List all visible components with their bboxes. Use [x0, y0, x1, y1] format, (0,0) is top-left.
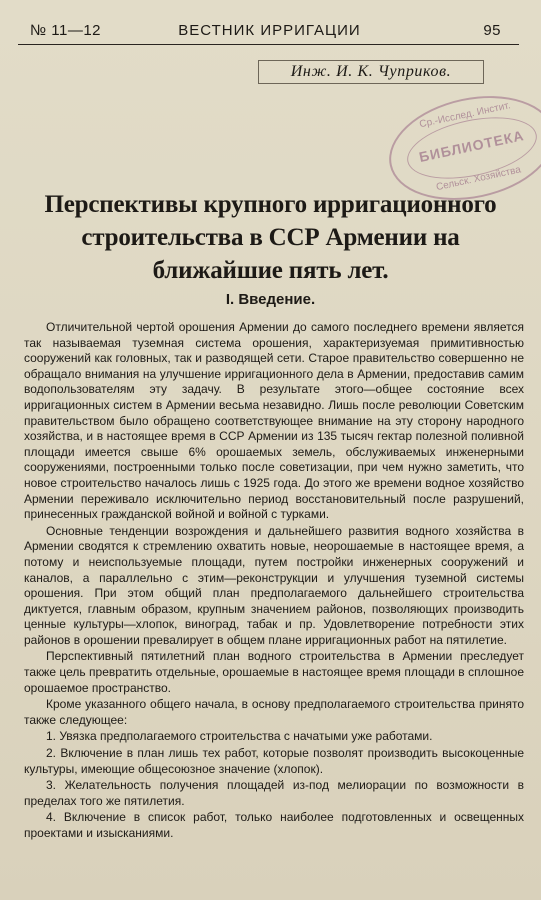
author-box: Инж. И. К. Чуприков. [258, 60, 484, 84]
issue-number: № 11—12 [30, 22, 102, 39]
journal-title: ВЕСТНИК ИРРИГАЦИИ [178, 22, 361, 39]
stamp-text-center: БИБЛИОТЕКА [417, 127, 526, 166]
page-number: 95 [483, 22, 501, 39]
paragraph: Кроме указанного общего начала, в основу предполагаемого строительства принято также следующее: [24, 697, 524, 727]
paragraph: Отличительной чертой орошения Армении до самого последнего времени является так называемая туземная система орошения, характеризуемая примитивностью сооружений как головных, так и разводящей сети. Старое правительство совершенно не обращало внимания на улучшение ирригационного дела в Армении, предоставив самим водопользователям эту задачу. В результате этого—общее состояние всех ирригационных систем в Армении весьма незавидно. Лишь после революции Советским правительством было обращено соответствующее внимание на эту сторону народного хозяйства, и в настоящее время в ССР Армении из 135 тысяч гектар полезной поливной площади имеется свыше 6% орошаемых земель, обслуживаемых инженерными сооружениями, построенными только после советизации, при чем нужно заметить, что новое строительство началось лишь с 1925 года. До этого же времени водное хозяйство Армении переживало исключительно период восстановительный после разрушений, принесенных гражданской войной и войной с турками. [24, 320, 524, 522]
list-item: 2. Включение в план лишь тех работ, которые позволят производить высокоценные культуры, имеющие общесоюзное значение (хлопок). [24, 746, 524, 776]
paragraph: Перспективный пятилетний план водного строительства в Армении преследует также цель превратить отдельные, орошаемые в настоящее время площади в сплошное орошаемое пространство. [24, 649, 524, 695]
stamp-text-bottom: Сельск. Хозяйства [435, 164, 522, 194]
list-item: 3. Желательность получения площадей из-под мелиорации по возможности в пределах того же пятилетия. [24, 778, 524, 808]
title-line: Перспективы крупного ирригационного [44, 191, 497, 218]
title-line: строительства в ССР Армении на [81, 224, 460, 251]
stamp-text-top: Ср.-Исслед. Инстит. [418, 100, 512, 131]
title-line: ближайшие пять лет. [152, 257, 389, 284]
article-body [24, 320, 524, 842]
list-item: 1. Увязка предполагаемого строительства с начатыми уже работами. [46, 729, 433, 744]
paragraph: Основные тенденции возрождения и дальнейшего развития водного хозяйства в Армении сводятся к стремлению охватить новые, неорошаемые в настоящее время, а потому и неиспользуемые площади, путем постройки инженерных сооружений и каналов, а параллельно с этим—реконструкции и улучшения туземной системы орошения. При этом общий план предполагаемого дальнейшего строительства диктуется, главным образом, крупным значением районов, позволяющих производить ценные культуры—хлопок, виноград, табак и пр. Удовлетворение потребности этих районов в орошении превалирует в общем плане ирригационных работ на пятилетие. [24, 523, 524, 647]
list-item: 4. Включение в список работ, только наиболее подготовленных и освещенных проектами и изысканиями. [24, 810, 524, 840]
article-title [30, 188, 511, 287]
section-heading: I. Введение. [225, 291, 316, 308]
running-header [22, 18, 517, 42]
header-rule [18, 44, 519, 45]
